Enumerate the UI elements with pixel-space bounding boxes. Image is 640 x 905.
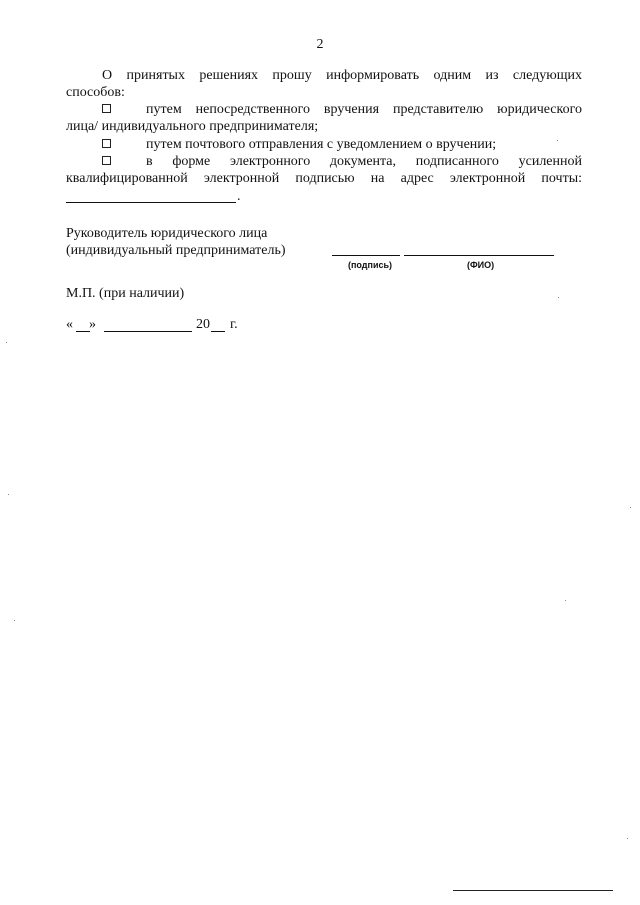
email-blank-line[interactable] xyxy=(66,202,236,203)
intro-line-2: способов: xyxy=(66,85,125,100)
scan-speck xyxy=(14,620,15,621)
option-electronic-line-2: квалифицированной электронной подписью на адрес электронной почты: xyxy=(66,171,582,186)
option-electronic-line-1: в форме электронного документа, подписанного усиленной xyxy=(146,154,582,169)
scan-speck xyxy=(8,494,9,495)
head-title-line-1: Руководитель юридического лица xyxy=(66,226,268,241)
scan-speck xyxy=(557,140,558,141)
date-day-blank[interactable] xyxy=(76,331,90,332)
full-name-blank-line[interactable] xyxy=(404,255,554,256)
email-line-period: . xyxy=(237,189,241,204)
signature-caption: (подпись) xyxy=(348,260,393,270)
signature-blank-line[interactable] xyxy=(332,255,400,256)
option-personal-line-1: путем непосредственного вручения представителю юридического xyxy=(146,102,582,117)
date-close-quote: » xyxy=(89,317,96,332)
scan-speck xyxy=(558,297,559,298)
bottom-rule xyxy=(453,890,613,891)
option-checkbox-electronic[interactable] xyxy=(102,156,111,165)
option-checkbox-personal[interactable] xyxy=(102,104,111,113)
scan-speck xyxy=(6,342,7,343)
scan-speck xyxy=(627,838,628,839)
scan-speck xyxy=(565,600,566,601)
page-number: 2 xyxy=(316,37,324,52)
scan-speck xyxy=(630,507,631,508)
option-checkbox-mail[interactable] xyxy=(102,139,111,148)
full-name-caption: (ФИО) xyxy=(467,260,495,270)
date-year-blank[interactable] xyxy=(211,331,225,332)
date-year-suffix: г. xyxy=(230,317,238,332)
option-personal-line-2: лица/ индивидуального предпринимателя; xyxy=(66,119,319,134)
date-month-blank[interactable] xyxy=(104,331,192,332)
date-century: 20 xyxy=(196,317,210,332)
stamp-label: М.П. (при наличии) xyxy=(66,286,185,301)
option-mail-line-1: путем почтового отправления с уведомлением о вручении; xyxy=(146,137,497,152)
head-title-line-2: (индивидуальный предприниматель) xyxy=(66,243,286,258)
date-open-quote: « xyxy=(66,317,73,332)
intro-line-1: О принятых решениях прошу информировать одним из следующих xyxy=(102,68,582,83)
